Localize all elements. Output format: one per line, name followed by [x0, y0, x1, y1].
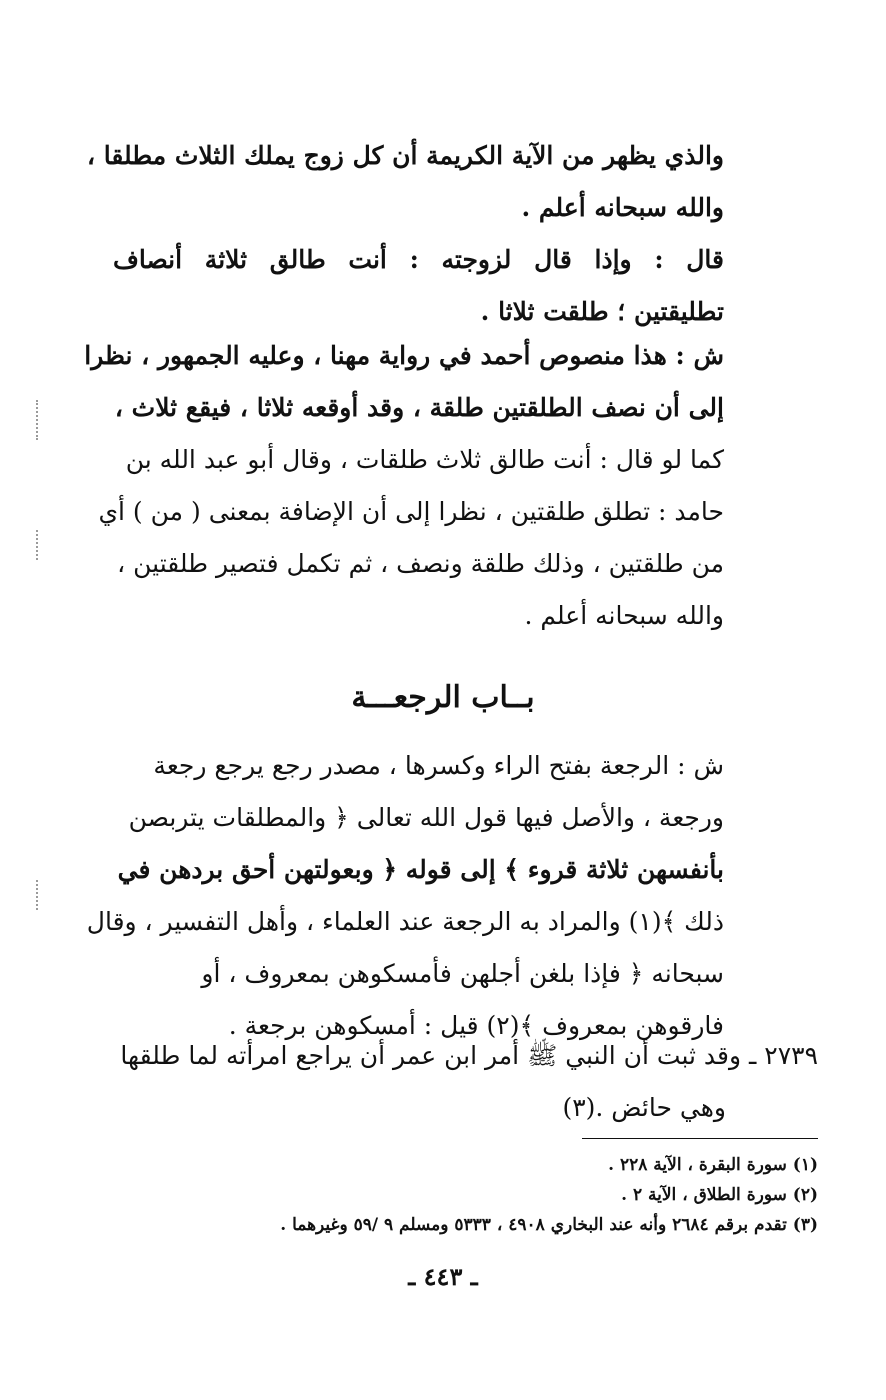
text-line: والذي يظهر من الآية الكريمة أن كل زوج يملك الثلاث مطلقا ،: [86, 141, 724, 170]
section-body: [86, 740, 724, 1052]
hadith-text: ـ وقد ثبت أن النبي ﷺ أمر ابن عمر أن يراجع امرأته لما طلقها: [120, 1041, 757, 1070]
section-title: بــاب الرجعـــة: [351, 680, 535, 715]
paragraph-3: [84, 330, 724, 642]
text-line: والله سبحانه أعلم .: [524, 601, 724, 630]
text-line: فارقوهن بمعروف ﴾(٢) قيل : أمسكوهن برجعة .: [228, 1011, 724, 1040]
margin-dots: [36, 400, 42, 440]
margin-dots: [36, 880, 42, 910]
hadith-first-line: [120, 1030, 818, 1082]
text-line: ورجعة ، والأصل فيها قول الله تعالى ﴿ والمطلقات يتربصن: [128, 803, 724, 832]
text-line: حامد : تطلق طلقتين ، نظرا إلى أن الإضافة بمعنى ( من ) أي: [98, 497, 724, 526]
page-number: ـ ٤٤٣ ـ: [408, 1262, 478, 1291]
text-line: تطليقتين ؛ طلقت ثلاثا .: [480, 297, 724, 326]
footnote-3: (٣) تقدم برقم ٢٦٨٤ وأنه عند البخاري ٤٩٠٨ ، ٥٣٣٣ ومسلم ٩ /٥٩ وغيرهما .: [280, 1215, 818, 1235]
text-line: ش : الرجعة بفتح الراء وكسرها ، مصدر رجع يرجع رجعة: [153, 751, 724, 780]
footnote-1: (١) سورة البقرة ، الآية ٢٢٨ .: [608, 1155, 818, 1175]
footnote-2: (٢) سورة الطلاق ، الآية ٢ .: [621, 1185, 818, 1205]
text-line: والله سبحانه أعلم .: [521, 193, 724, 222]
text-line: إلى أن نصف الطلقتين طلقة ، وقد أوقعه ثلاثا ، فيقع ثلاث ،: [114, 393, 724, 422]
hadith-entry: [120, 1030, 818, 1134]
text-line: بأنفسهن ثلاثة قروء ﴾ إلى قوله ﴿ وبعولتهن أحق بردهن في: [117, 855, 724, 884]
text-line: ذلك ﴾(١) والمراد به الرجعة عند العلماء ، وأهل التفسير ، وقال: [86, 907, 724, 936]
text-line: كما لو قال : أنت طالق ثلاث طلقات ، وقال أبو عبد الله بن: [125, 445, 724, 474]
hadith-number: ٢٧٣٩: [764, 1041, 818, 1070]
footnotes: [118, 1150, 818, 1240]
paragraph-1: [86, 130, 724, 234]
text-line: سبحانه ﴿ فإذا بلغن أجلهن فأمسكوهن بمعروف ، أو: [201, 959, 724, 988]
text-line: من طلقتين ، وذلك طلقة ونصف ، ثم تكمل فتصير طلقتين ،: [117, 549, 724, 578]
paragraph-2: [112, 234, 724, 338]
hadith-continuation: وهي حائض .(٣): [562, 1093, 726, 1122]
text-line: ش : هذا منصوص أحمد في رواية مهنا ، وعليه الجمهور ، نظرا: [84, 341, 724, 370]
text-line: قال : وإذا قال لزوجته : أنت طالق ثلاثة أنصاف: [112, 245, 724, 274]
footnote-separator: [582, 1138, 818, 1139]
margin-dots: [36, 530, 42, 560]
